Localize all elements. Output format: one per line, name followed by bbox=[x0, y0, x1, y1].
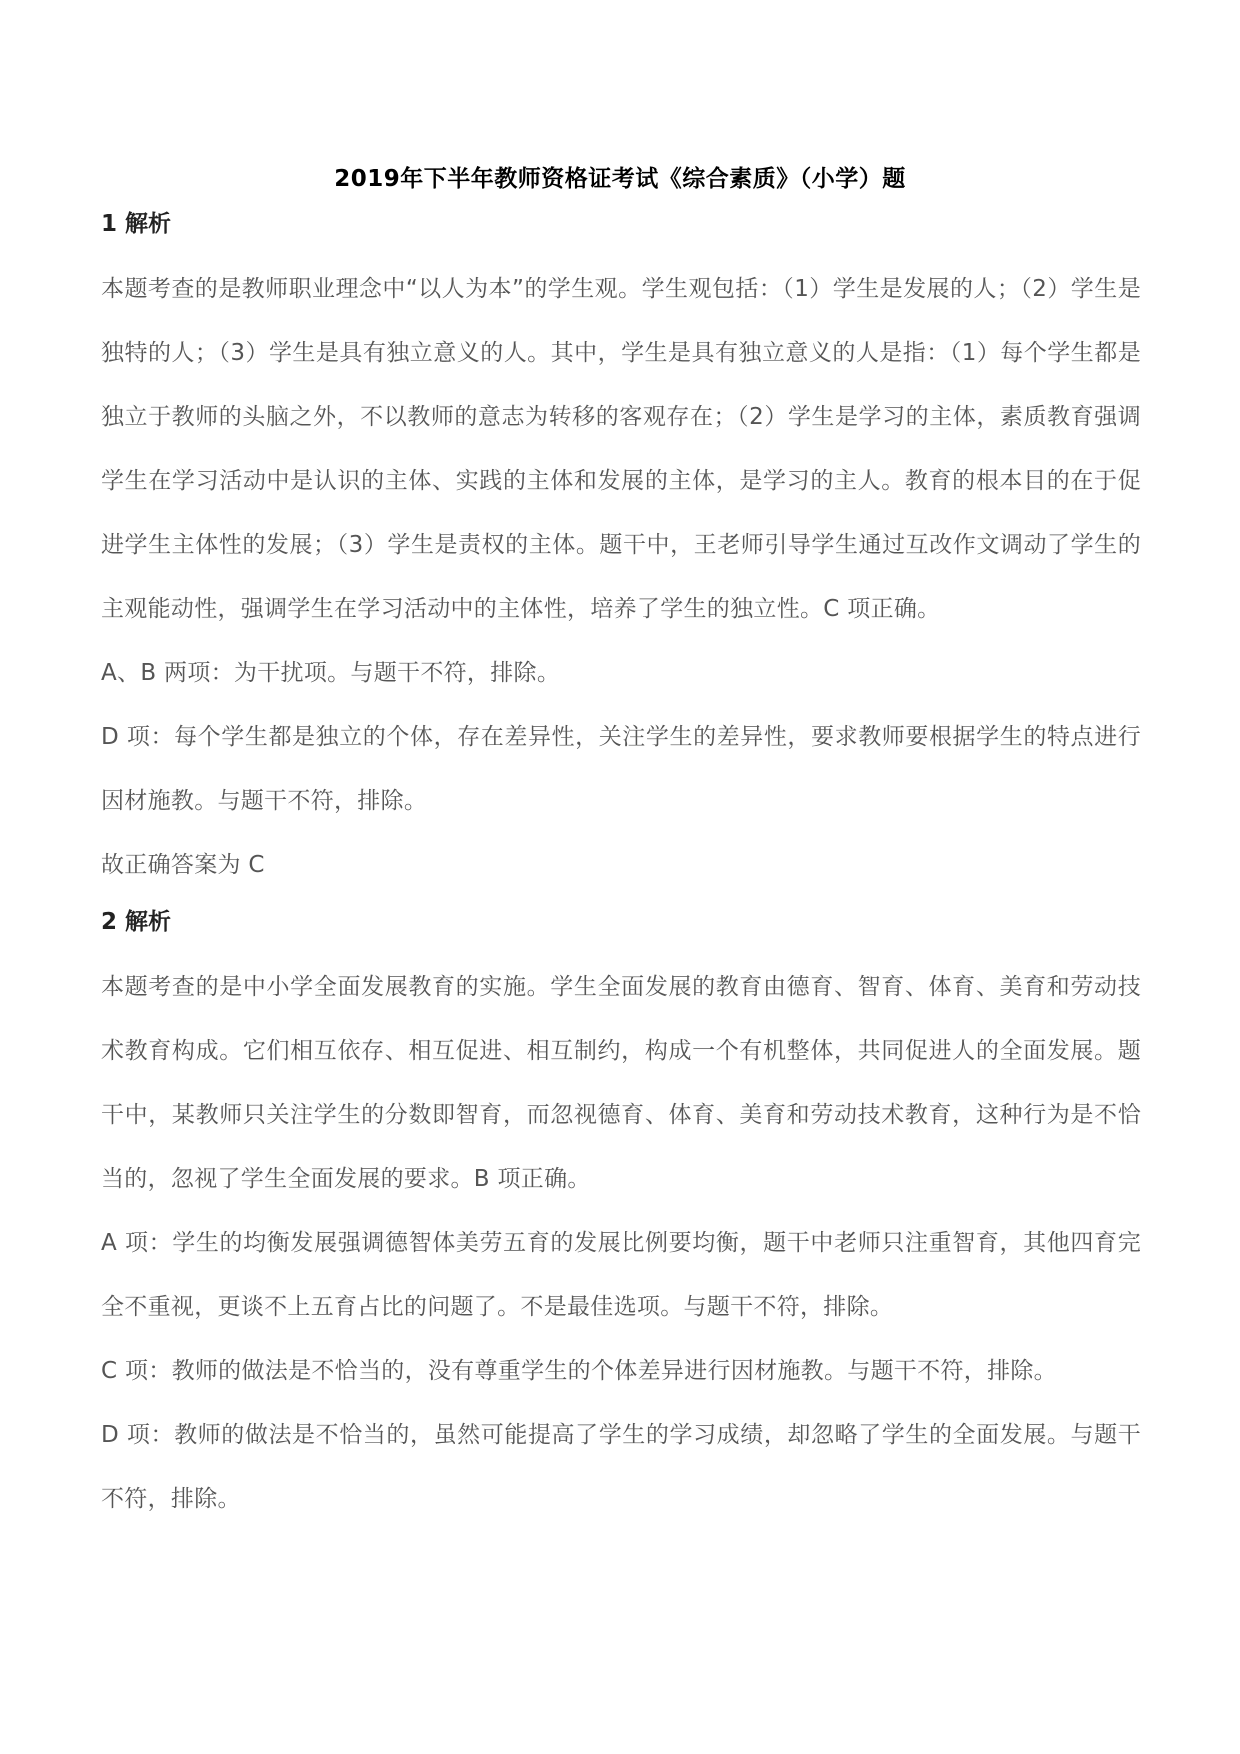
paragraph: 本题考查的是中小学全面发展教育的实施。学生全面发展的教育由德育、智育、体育、美育和劳动技术教育构成。它们相互依存、相互促进、相互制约，构成一个有机整体，共同促进人的全面发展。题干中，某教师只关注学生的分数即智育，而忽视德育、体育、美育和劳动技术教育，这种行为是不恰当的，忽视了学生全面发展的要求。B 项正确。 bbox=[101, 974, 1141, 1192]
paragraph: 故正确答案为 C bbox=[101, 852, 265, 878]
document-body bbox=[101, 205, 1141, 1531]
paragraph: D 项：每个学生都是独立的个体，存在差异性，关注学生的差异性，要求教师要根据学生的特点进行因材施教。与题干不符，排除。 bbox=[101, 724, 1141, 814]
paragraph: A、B 两项：为干扰项。与题干不符，排除。 bbox=[101, 660, 561, 686]
paragraph: A 项：学生的均衡发展强调德智体美劳五育的发展比例要均衡，题干中老师只注重智育，其他四育完全不重视，更谈不上五育占比的问题了。不是最佳选项。与题干不符，排除。 bbox=[101, 1230, 1141, 1320]
paragraph: 本题考查的是教师职业理念中“以人为本”的学生观。学生观包括：（1）学生是发展的人；（2）学生是独特的人；（3）学生是具有独立意义的人。其中，学生是具有独立意义的人是指：（1）每个学生都是独立于教师的头脑之外，不以教师的意志为转移的客观存在；（2）学生是学习的主体，素质教育强调学生在学习活动中是认识的主体、实践的主体和发展的主体，是学习的主人。教育的根本目的在于促进学生主体性的发展；（3）学生是责权的主体。题干中，王老师引导学生通过互改作文调动了学生的主观能动性，强调学生在学习活动中的主体性，培养了学生的独立性。C 项正确。 bbox=[101, 276, 1141, 622]
paragraph: D 项：教师的做法是不恰当的，虽然可能提高了学生的学习成绩，却忽略了学生的全面发展。与题干不符，排除。 bbox=[101, 1422, 1141, 1512]
section-2 bbox=[101, 903, 1141, 1531]
paragraph: C 项：教师的做法是不恰当的，没有尊重学生的个体差异进行因材施教。与题干不符，排除。 bbox=[101, 1358, 1057, 1384]
section-heading: 1 解析 bbox=[101, 211, 172, 237]
section-1 bbox=[101, 205, 1141, 897]
section-heading: 2 解析 bbox=[101, 909, 172, 935]
document-title: 2019年下半年教师资格证考试《综合素质》（小学）题 bbox=[334, 166, 906, 192]
